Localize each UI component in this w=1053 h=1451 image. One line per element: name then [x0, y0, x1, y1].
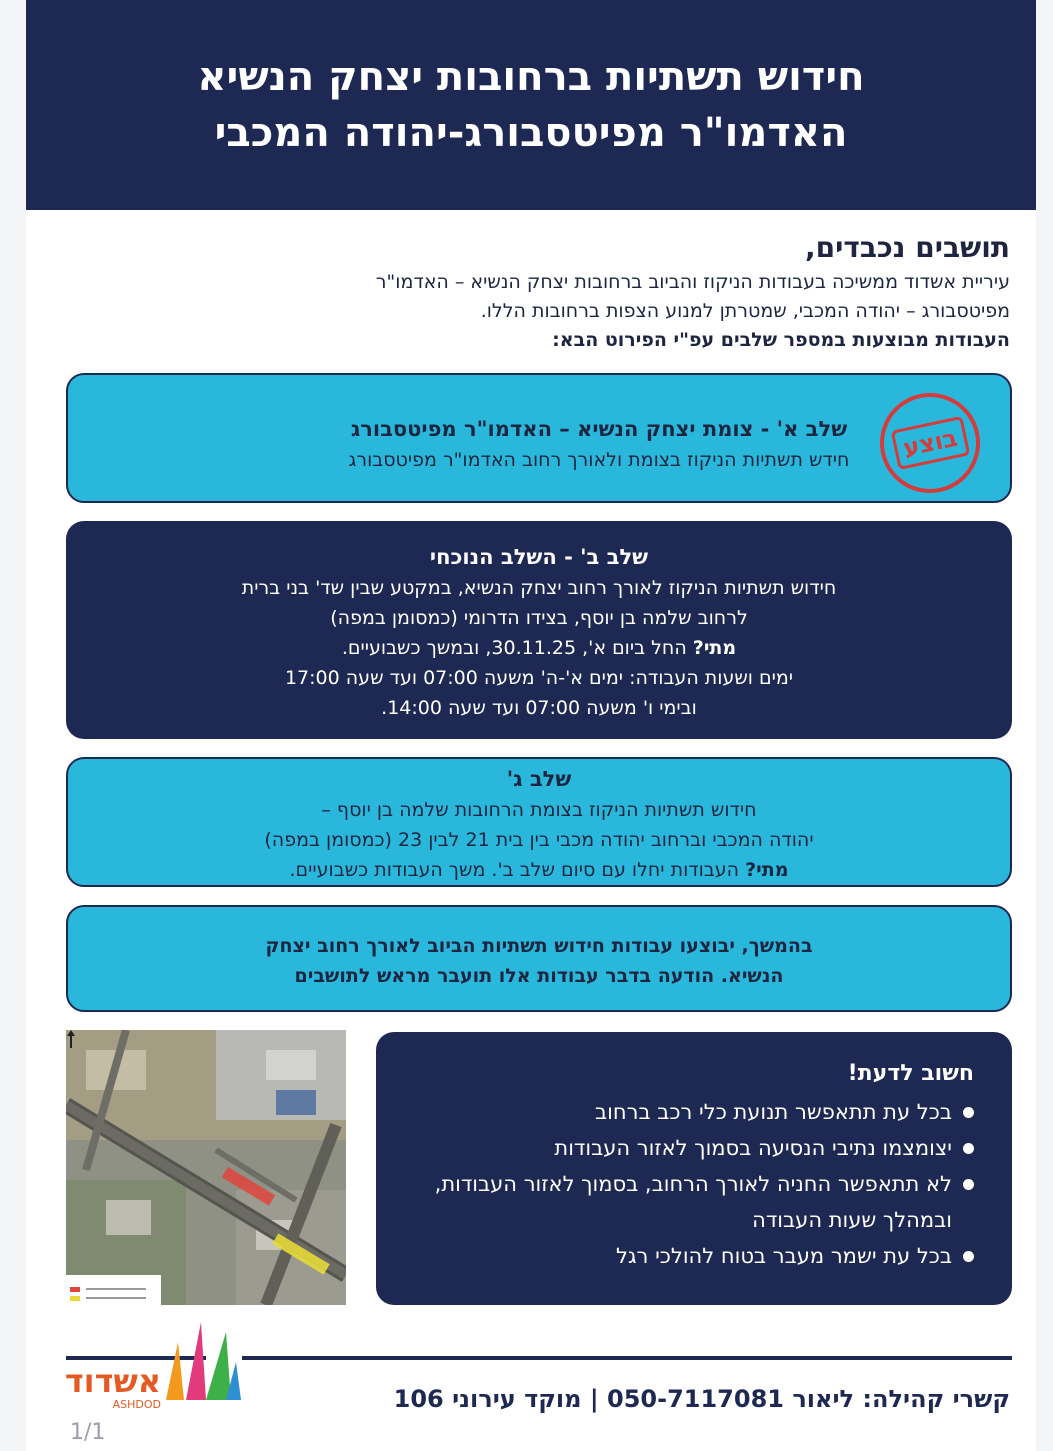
ashdod-logo-icon	[66, 1322, 241, 1422]
stage-d-card	[66, 905, 1012, 1012]
stage-d-line-2: הנשיא. הודעה בדבר עבודות אלו תועבר מראש לתושבים	[294, 965, 784, 987]
header-banner	[26, 0, 1036, 210]
work-area-map	[66, 1030, 346, 1305]
intro-line-3: העבודות מבוצעות במספר שלבים עפ"י הפירוט הבא:	[552, 329, 1010, 351]
page-title-line-2: האדמו"ר מפיטסבורג-יהודה המכבי	[214, 110, 848, 156]
stage-b-hours-1: ימים ושעות העבודה: ימים א'-ה' משעה 07:00 ועד שעה 17:00	[284, 667, 794, 689]
stage-c-when-label: מתי?	[745, 859, 789, 881]
stage-b-hours-2: ובימי ו' משעה 07:00 ועד שעה 14:00.	[381, 697, 697, 719]
intro-line-2: מפיטסבורג – יהודה המכבי, שמטרתן למנוע הצפות ברחובות הללו.	[480, 300, 1010, 322]
stamp-label: בוצע	[890, 416, 969, 470]
stage-c-title: שלב ג'	[506, 767, 572, 791]
important-list	[396, 1094, 974, 1274]
stage-b-line-1: חידוש תשתיות הניקוז לאורך רחוב יצחק הנשיא, במקטע שבין שד' בני ברית	[241, 577, 837, 599]
logo-text-he: אשדוד	[66, 1362, 161, 1400]
important-item: לא תתאפשר החניה לאורך הרחוב, בסמוך לאזור העבודות, ובמהלך שעות העבודה	[396, 1166, 974, 1238]
important-item: בכל עת תתאפשר תנועת כלי רכב ברחוב	[396, 1094, 974, 1130]
important-box	[376, 1032, 1012, 1305]
stage-b-line-2: לרחוב שלמה בן יוסף, בצידו הדרומי (כמסומן במפה)	[330, 607, 748, 629]
stage-c-when	[68, 855, 1010, 885]
stage-c-line-1: חידוש תשתיות הניקוז בצומת הרחובות שלמה בן יוסף –	[321, 799, 757, 821]
stage-a-card	[66, 373, 1012, 503]
intro-line-1: עיריית אשדוד ממשיכה בעבודות הניקוז והביוב ברחובות יצחק הנשיא – האדמו"ר	[375, 271, 1010, 293]
done-stamp-icon	[880, 393, 980, 493]
stage-c-line-2: יהודה המכבי וברחוב יהודה מכבי בין בית 21 לבין 23 (כמסומן במפה)	[264, 829, 814, 851]
stage-a-title: שלב א' - צומת יצחק הנשיא – האדמו"ר מפיטסבורג	[350, 417, 848, 441]
page-counter: 1/1	[70, 1420, 106, 1445]
logo-text-en: ASHDOD	[112, 1398, 161, 1411]
stage-c-card	[66, 757, 1012, 887]
important-item: בכל עת ישמר מעבר בטוח להולכי רגל	[396, 1238, 974, 1274]
community-contact: קשרי קהילה: ליאור 050-7117081 | מוקד עירוני 106	[393, 1385, 1010, 1413]
important-item: יצומצמו נתיבי הנסיעה בסמוך לאזור העבודות	[396, 1130, 974, 1166]
north-arrow-icon	[66, 1030, 76, 1050]
stage-b-when-label: מתי?	[692, 637, 737, 659]
stage-b-card	[66, 521, 1012, 739]
notice-page	[26, 0, 1036, 1451]
stage-b-when-text: החל ביום א', 30.11.25, ובמשך כשבועיים.	[341, 637, 693, 659]
page-title-line-1: חידוש תשתיות ברחובות יצחק הנשיא	[197, 54, 865, 100]
stage-b-title: שלב ב' - השלב הנוכחי	[429, 545, 649, 569]
footer-divider	[242, 1356, 1012, 1360]
important-heading: חשוב לדעת!	[847, 1061, 974, 1086]
stage-a-desc: חידש תשתיות הניקוז בצומת ולאורך רחוב האדמו"ר מפיטסבורג	[348, 449, 850, 471]
ashdod-logo	[66, 1322, 241, 1422]
stage-c-when-text: העבודות יחלו עם סיום שלב ב'. משך העבודות כשבועיים.	[289, 859, 746, 881]
greeting: תושבים נכבדים,	[805, 231, 1010, 264]
intro-section	[110, 228, 1010, 355]
stage-b-when	[66, 633, 1012, 663]
aerial-map-image	[66, 1030, 346, 1305]
stage-d-line-1: בהמשך, יבוצעו עבודות חידוש תשתיות הביוב לאורך רחוב יצחק	[265, 935, 813, 957]
